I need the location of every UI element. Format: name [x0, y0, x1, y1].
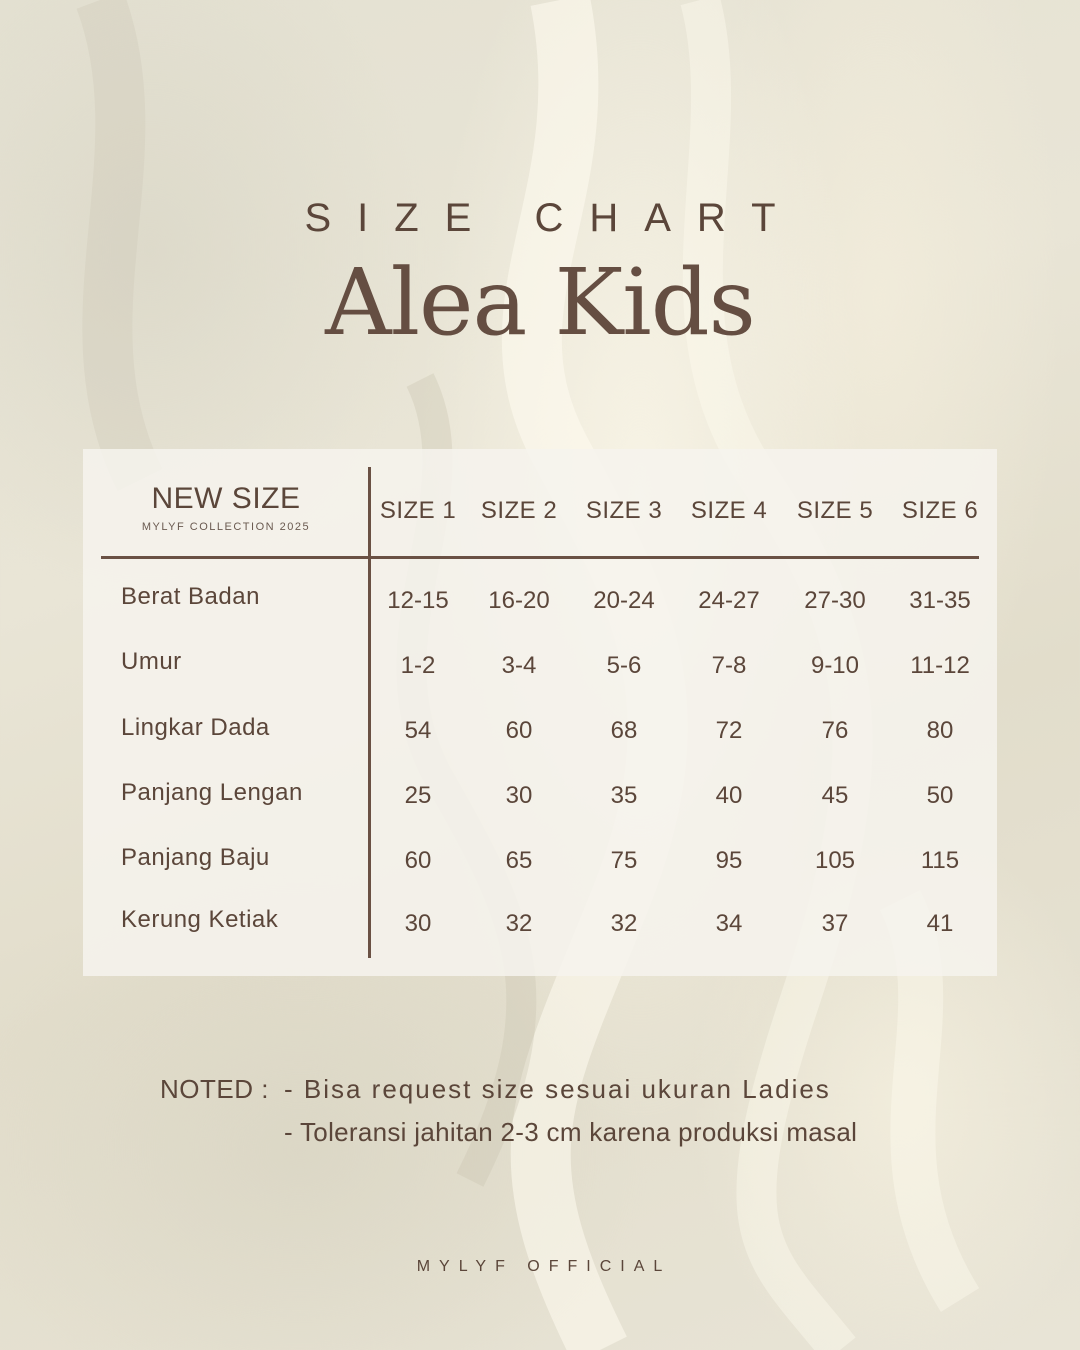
table-cell: 105 [814, 847, 856, 874]
column-header: SIZE 3 [585, 497, 663, 524]
row-label: Lingkar Dada [121, 714, 270, 741]
note-line: - Toleransi jahitan 2-3 cm karena produksi masal [284, 1117, 858, 1147]
table-cell: 25 [404, 782, 432, 809]
row-label: Berat Badan [121, 583, 260, 610]
table-cell: 5-6 [606, 652, 642, 679]
table-vertical-divider [368, 467, 371, 958]
table-cell: 37 [821, 910, 849, 937]
row-label: Umur [121, 648, 182, 675]
table-cell: 60 [505, 717, 533, 744]
column-header: SIZE 2 [480, 497, 558, 524]
table-cell: 35 [610, 782, 638, 809]
table-cell: 75 [610, 847, 638, 874]
header-eyebrow: SIZE CHART [304, 196, 802, 240]
table-cell: 41 [926, 910, 954, 937]
column-header: SIZE 5 [796, 497, 874, 524]
row-label: Panjang Lengan [121, 779, 303, 806]
header [0, 190, 1080, 358]
page-title: Alea Kids [325, 249, 755, 356]
table-cell: 115 [920, 847, 960, 874]
table-horizontal-divider [101, 556, 979, 559]
table-cell: 40 [715, 782, 743, 809]
footer-brand: MYLYF OFFICIAL [416, 1258, 672, 1275]
table-cell: 45 [821, 782, 849, 809]
table-cell: 7-8 [711, 652, 747, 679]
table-cell: 20-24 [593, 587, 655, 614]
table-cell: 68 [610, 717, 638, 744]
table-cell: 50 [926, 782, 954, 809]
table-cell: 27-30 [804, 587, 866, 614]
row-label: Panjang Baju [121, 844, 270, 871]
table-cell: 32 [505, 910, 533, 937]
row-label: Kerung Ketiak [121, 906, 279, 933]
size-table [83, 449, 997, 976]
note-line: - Bisa request size sesuai ukuran Ladies [284, 1074, 831, 1104]
column-header: SIZE 4 [690, 497, 768, 524]
table-cell: 11-12 [910, 652, 970, 679]
table-cell: 65 [505, 847, 533, 874]
column-header: SIZE 1 [379, 497, 457, 524]
table-cell: 32 [610, 910, 638, 937]
table-cell: 80 [926, 717, 954, 744]
table-cell: 76 [821, 717, 849, 744]
table-corner-heading [101, 481, 351, 533]
table-cell: 72 [715, 717, 743, 744]
corner-title: NEW SIZE [151, 482, 301, 515]
table-cell: 9-10 [810, 652, 860, 679]
table-cell: 60 [404, 847, 432, 874]
corner-subtitle: MYLYF COLLECTION 2025 [141, 521, 311, 533]
table-cell: 34 [715, 910, 743, 937]
table-cell: 95 [715, 847, 743, 874]
table-cell: 1-2 [400, 652, 436, 679]
table-cell: 3-4 [501, 652, 537, 679]
table-cell: 24-27 [698, 587, 760, 614]
table-cell: 54 [404, 717, 432, 744]
table-cell: 30 [404, 910, 432, 937]
column-header: SIZE 6 [901, 497, 979, 524]
table-cell: 16-20 [488, 587, 550, 614]
table-cell: 30 [505, 782, 533, 809]
table-cell: 12-15 [387, 587, 449, 614]
notes-prefix: NOTED : [160, 1074, 269, 1104]
table-cell: 31-35 [909, 587, 971, 614]
